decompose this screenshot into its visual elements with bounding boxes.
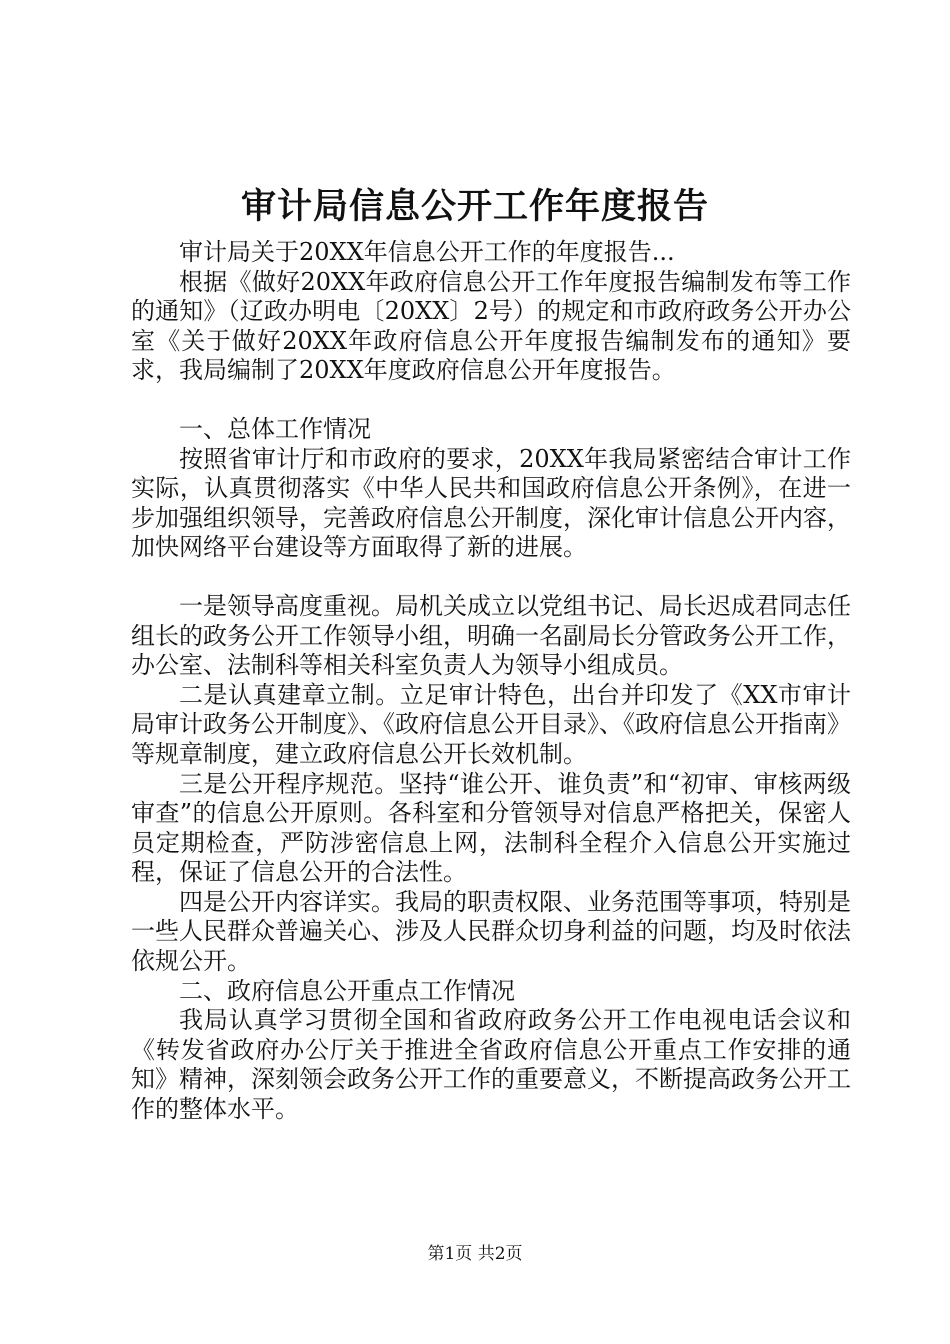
section-heading-overall: 一、总体工作情况 (179, 414, 371, 443)
intro-paragraph: 审计局关于20XX年信息公开工作的年度报告... (179, 238, 675, 266)
paragraph-gap (131, 386, 851, 415)
page-footer: 第1页 共2页 (427, 1244, 523, 1264)
document-title: 审计局信息公开工作年度报告 (240, 186, 709, 227)
point-one-paragraph: 一是领导高度重视。局机关成立以党组书记、局长迟成君同志任组长的政务公开工作领导小组，明确一名副局长分管政务公开工作，办公室、法制科等相关科室负责人为领导小组成员。 (131, 591, 851, 680)
point-four-paragraph: 四是公开内容详实。我局的职责权限、业务范围等事项，特别是一些人民群众普遍关心、涉及人民群众切身利益的问题，均及时依法依规公开。 (131, 887, 851, 976)
point-two-paragraph: 二是认真建章立制。立足审计特色，出台并印发了《XX市审计局审计政务公开制度》、《政府信息公开目录》、《政府信息公开指南》等规章制度，建立政府信息公开长效机制。 (131, 680, 851, 768)
basis-paragraph: 根据《做好20XX年政府信息公开工作年度报告编制发布等工作的通知》（辽政办明电〔20XX〕2号）的规定和市政府政务公开办公室《关于做好20XX年政府信息公开年度报告编制发布的通知》要求，我局编制了20XX年度政府信息公开年度报告。 (131, 267, 851, 385)
section-heading-key-work: 二、政府信息公开重点工作情况 (179, 976, 515, 1005)
point-three-paragraph: 三是公开程序规范。坚持“谁公开、谁负责”和“初审、审核两级审查”的信息公开原则。各科室和分管领导对信息严格把关，保密人员定期检查，严防涉密信息上网，法制科全程介入信息公开实施过程，保证了信息公开的合法性。 (131, 769, 851, 887)
paragraph-gap (131, 563, 851, 592)
overall-paragraph: 按照省审计厅和市政府的要求，20XX年我局紧密结合审计工作实际，认真贯彻落实《中华人民共和国政府信息公开条例》，在进一步加强组织领导，完善政府信息公开制度，深化审计信息公开内容，加快网络平台建设等方面取得了新的进展。 (131, 444, 851, 562)
key-work-paragraph: 我局认真学习贯彻全国和省政府政务公开工作电视电话会议和《转发省政府办公厅关于推进全省政府信息公开重点工作安排的通知》精神，深刻领会政务公开工作的重要意义，不断提高政务公开工作的整体水平。 (131, 1006, 851, 1124)
document-body (131, 238, 851, 1125)
